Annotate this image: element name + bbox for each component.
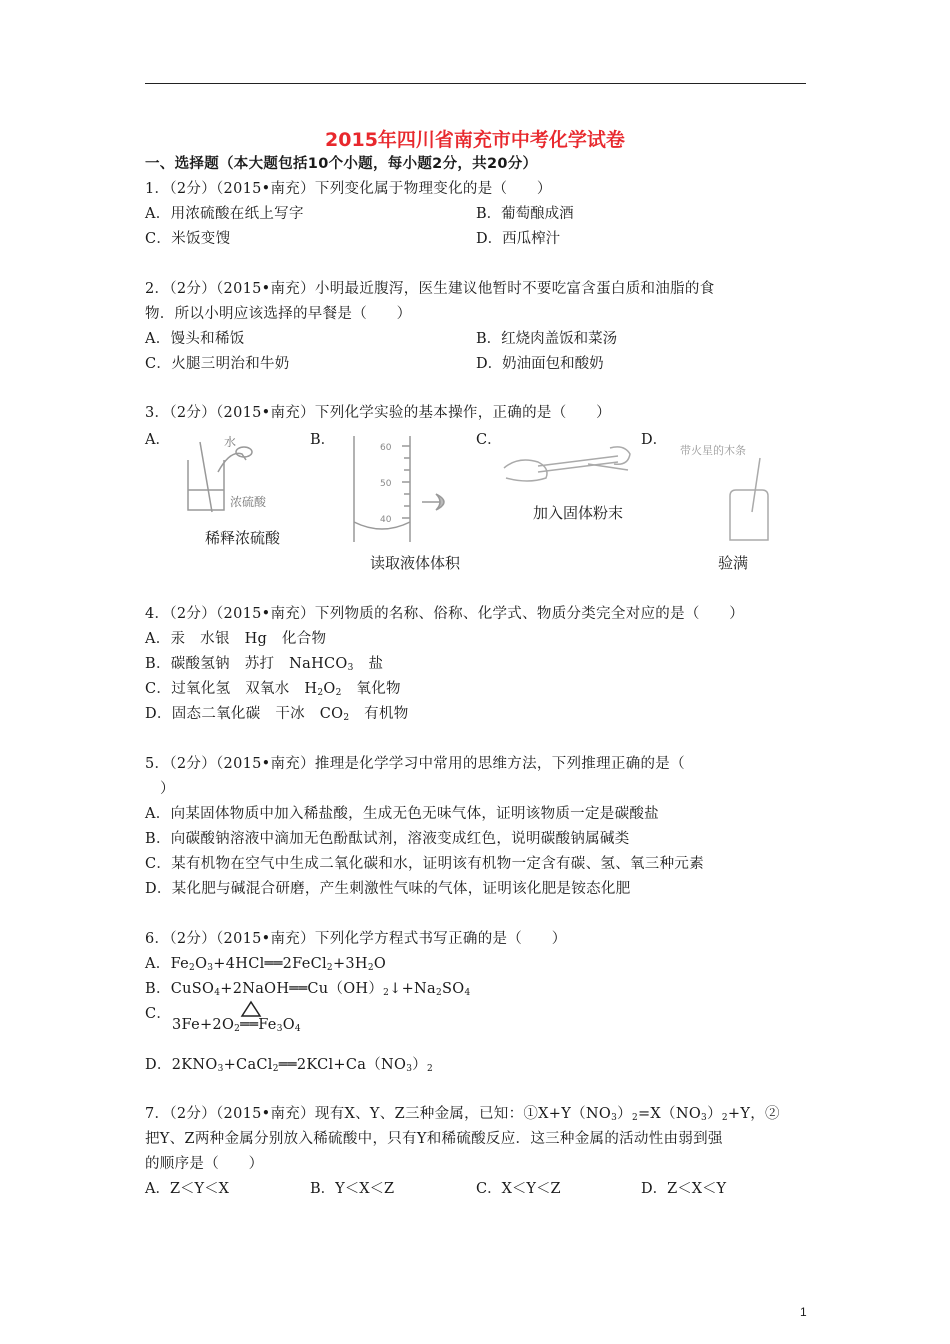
q7-stem-line2: 把Y、Z两种金属分别放入稀硫酸中，只有Y和稀硫酸反应．这三种金属的活动性由弱到强 [145, 1131, 723, 1147]
q1-option-b: B．葡萄酿成酒 [476, 206, 574, 222]
q1-option-d: D．西瓜榨汁 [476, 231, 561, 247]
q7-stem-line3: 的顺序是（ ） [145, 1156, 264, 1172]
powder-figure [498, 438, 638, 494]
tick-40: 40 [380, 515, 392, 525]
gas-test-figure [660, 436, 790, 546]
q7-option-b: B．Y＜X＜Z [310, 1181, 395, 1197]
q1-option-c: C．米饭变馊 [145, 231, 231, 247]
q3-caption-d: 验满 [718, 554, 749, 572]
header-rule [145, 83, 806, 84]
splint-label: 带火星的木条 [680, 444, 746, 457]
q6-stem: 6．（2分）（2015•南充）下列化学方程式书写正确的是（ ） [145, 931, 567, 947]
q2-option-b: B．红烧肉盖饭和菜汤 [476, 331, 618, 347]
q4-option-c: C．过氧化氢 双氧水 $H_2O_2$ 氧化物 [145, 681, 401, 698]
dilute-acid-figure [180, 432, 290, 522]
section-heading: 一、选择题（本大题包括10个小题，每小题2分，共20分） [145, 156, 538, 172]
q4-stem: 4．（2分）（2015•南充）下列物质的名称、俗称、化学式、物质分类完全对应的是（ ） [145, 606, 745, 622]
q4-option-d: D．固态二氧化碳 干冰 $CO_2$ 有机物 [145, 706, 409, 723]
page-title: 2015年四川省南充市中考化学试卷 [325, 129, 625, 151]
q2-stem-line1: 2．（2分）（2015•南充）小明最近腹泻，医生建议他暂时不要吃富含蛋白质和油脂的食 [145, 281, 715, 297]
q5-stem-line2: ） [160, 781, 175, 797]
cylinder-figure [340, 436, 470, 546]
q1-option-a: A．用浓硫酸在纸上写字 [145, 206, 304, 222]
q2-option-d: D．奶油面包和酸奶 [476, 356, 604, 372]
q3-stem: 3．（2分）（2015•南充）下列化学实验的基本操作，正确的是（ ） [145, 405, 611, 421]
q3-option-c: C． [476, 432, 502, 448]
q7-option-c: C．X＜Y＜Z [476, 1181, 561, 1197]
q4-option-b: B．碳酸氢钠 苏打 NaHCO$_3$ 盐 [145, 656, 384, 673]
q5-option-a: A．向某固体物质中加入稀盐酸，生成无色无味气体，证明该物质一定是碳酸盐 [145, 806, 659, 822]
q1-stem: 1．（2分）（2015•南充）下列变化属于物理变化的是（ ） [145, 181, 552, 197]
q7-option-d: D．Z＜X＜Y [641, 1181, 727, 1197]
q6-option-c-equation: $3Fe+2O_2══Fe_3O_4$ [172, 1017, 301, 1034]
q3-option-d: D． [641, 432, 668, 448]
q3-option-a: A． [145, 432, 170, 448]
q3-caption-c: 加入固体粉末 [533, 504, 624, 522]
q3-caption-a: 稀释浓硫酸 [205, 529, 281, 547]
q2-option-a: A．馒头和稀饭 [145, 331, 245, 347]
q6-option-a: A．$Fe_2O_3+4HCl══2FeCl_2+3H_2O$ [145, 956, 387, 973]
q6-option-b: B．$CuSO_4+2NaOH══Cu(OH)_2↓+Na_2SO_4$ [145, 981, 471, 998]
tick-60: 60 [380, 443, 392, 453]
q6-option-c-label: C． [145, 1006, 172, 1022]
q5-stem-line1: 5．（2分）（2015•南充）推理是化学学习中常用的思维方法，下列推理正确的是（ [145, 756, 685, 772]
q5-option-b: B．向碳酸钠溶液中滴加无色酚酞试剂，溶液变成红色，说明碳酸钠属碱类 [145, 831, 630, 847]
q4-option-a: A．汞 水银 Hg 化合物 [145, 631, 327, 647]
q3-caption-b: 读取液体体积 [370, 554, 461, 572]
q6-option-d: D．$2KNO_3+CaCl_2══2KCl+Ca(NO_3)_2$ [145, 1057, 434, 1074]
q5-option-d: D．某化肥与碱混合研磨，产生刺激性气味的气体，证明该化肥是铵态化肥 [145, 881, 631, 897]
q2-stem-line2: 物．所以小明应该选择的早餐是（ ） [145, 306, 412, 322]
page-number: 1 [800, 1305, 807, 1319]
q7-stem-line1: 7．（2分）（2015•南充）现有X、Y、Z三种金属，已知：$①X+Y(NO_3)_2=X(NO_3)_2+Y$，② [145, 1106, 780, 1123]
tick-50: 50 [380, 479, 392, 489]
acid-label: 浓硫酸 [230, 495, 267, 509]
q3-option-b: B． [310, 432, 336, 448]
q5-option-c: C．某有机物在空气中生成二氧化碳和水，证明该有机物一定含有碳、氢、氧三种元素 [145, 856, 704, 872]
heating-triangle-icon [240, 1000, 262, 1018]
water-label: 水 [224, 435, 237, 449]
q7-option-a: A．Z＜Y＜X [145, 1181, 229, 1197]
q2-option-c: C．火腿三明治和牛奶 [145, 356, 290, 372]
